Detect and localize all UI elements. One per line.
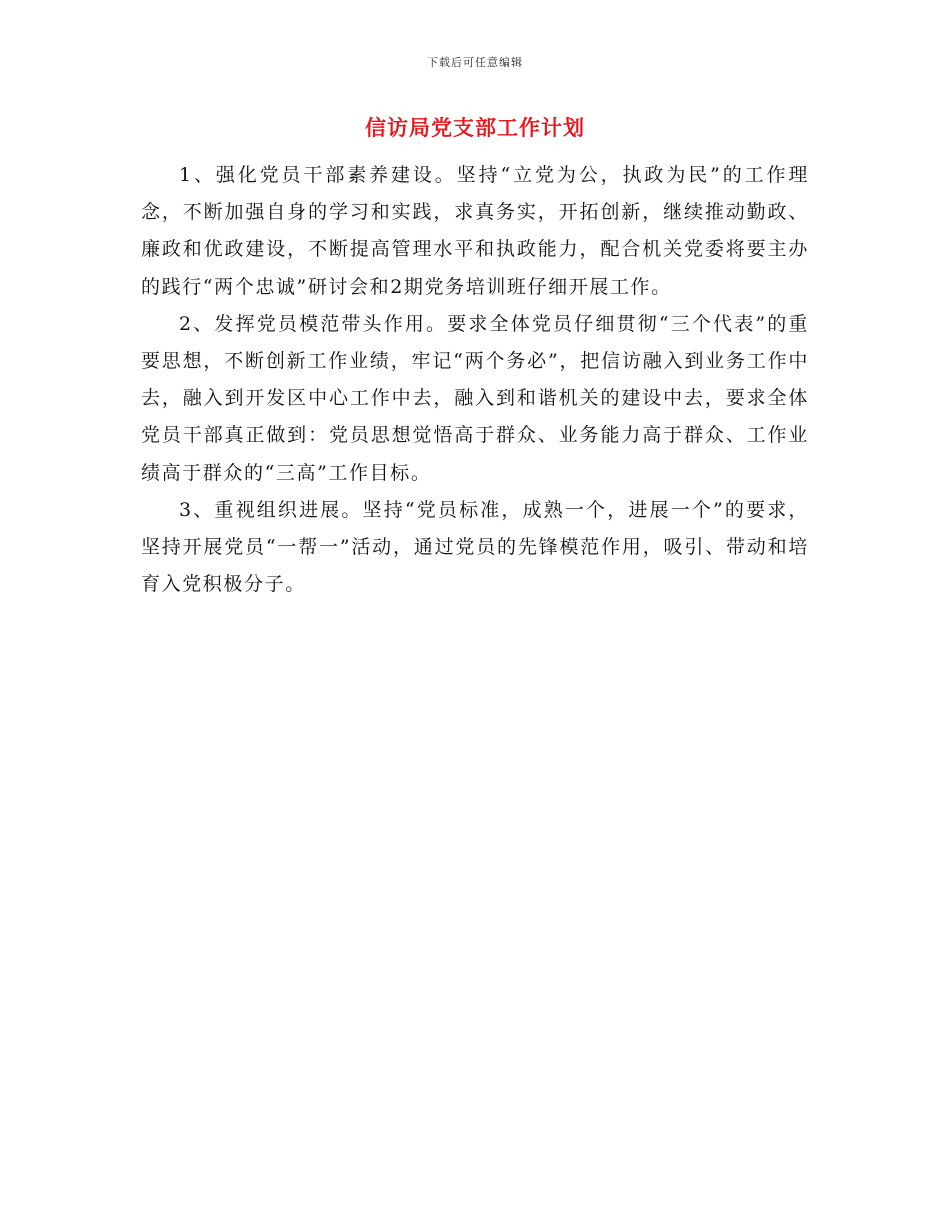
paragraph-2: 2、发挥党员模范带头作用。要求全体党员仔细贯彻“三个代表”的重要思想，不断创新工作业绩，牢记“两个务必”，把信访融入到业务工作中去，融入到开发区中心工作中去，融入到和谐机关的建设中去，要求全体党员干部真正做到：党员思想觉悟高于群众、业务能力高于群众、工作业绩高于群众的“三高”工作目标。 — [141, 312, 809, 484]
header-note: 下载后可任意编辑 — [427, 56, 523, 69]
paragraph-1: 1、强化党员干部素养建设。坚持“立党为公，执政为民”的工作理念，不断加强自身的学习和实践，求真务实，开拓创新，继续推动勤政、廉政和优政建设，不断提高管理水平和执政能力，配合机关党委将要主办的践行“两个忠诚”研讨会和2期党务培训班仔细开展工作。 — [141, 164, 809, 298]
document-body — [141, 157, 809, 603]
document-title: 信访局党支部工作计划 — [365, 115, 585, 140]
paragraph-3: 3、重视组织进展。坚持“党员标准，成熟一个，进展一个”的要求，坚持开展党员“一帮一”活动，通过党员的先锋模范作用，吸引、带动和培育入党积极分子。 — [141, 498, 809, 596]
